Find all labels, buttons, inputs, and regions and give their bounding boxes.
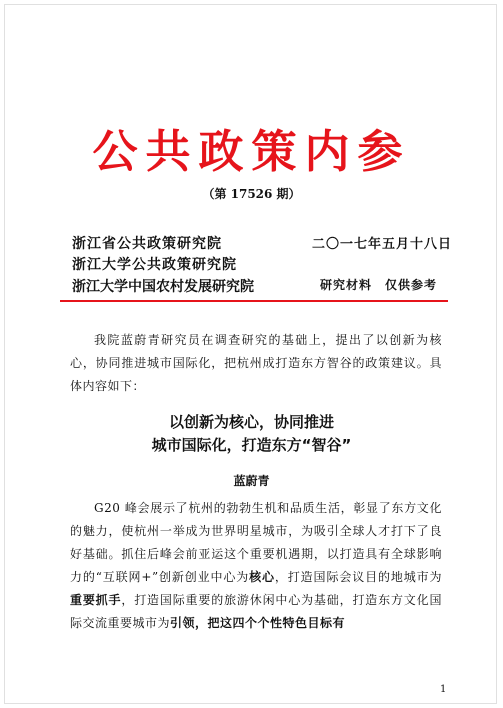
paragraph-bold-2: 重要抓手 [70, 593, 122, 607]
intro-paragraph: 我院蓝蔚青研究员在调查研究的基础上，提出了以创新为核心，协同推进城市国际化，把杭州成打造东方智谷的政策建议。具体内容如下： [70, 333, 442, 393]
paragraph-text-3: ，打造国际重要的旅游休闲中心为基础，打造东方文化国际交流重要城市为 [70, 593, 442, 630]
institution-1: 浙江省公共政策研究院 [72, 236, 222, 252]
institution-2: 浙江大学公共政策研究院 [72, 257, 237, 273]
paragraph-bold-3: 引领，把这四个个性特色目标有 [170, 616, 346, 630]
main-paragraph [70, 497, 442, 635]
reference-note: 研究材料 仅供参考 [320, 278, 438, 292]
paragraph-bold-1: 核心 [249, 570, 275, 584]
header-divider [60, 300, 448, 302]
publication-date: 二〇一七年五月十八日 [312, 237, 453, 252]
paragraph-text-2: ，打造国际会议目的地城市为 [274, 570, 442, 584]
institution-3: 浙江大学中国农村发展研究院 [72, 279, 254, 295]
article-title-line-2: 城市国际化，打造东方“智谷” [151, 436, 352, 454]
article-title-line-1: 以创新为核心，协同推进 [168, 413, 334, 431]
paragraph-text-1: G20 峰会展示了杭州的勃勃生机和品质生活，彰显了东方文化的魅力，使杭州一举成为世界明星城市，为吸引全球人才打下了良好基础。抓住后峰会前亚运这个重要机遇期，以打造具有全球影响力的“互联网+”创新创业中心为 [70, 501, 442, 584]
page-number: 1 [440, 684, 447, 695]
issue-number: （第 17526 期） [202, 187, 301, 201]
article-author: 蓝蔚青 [233, 474, 270, 488]
masthead-title: 公共政策内参 [92, 125, 411, 178]
